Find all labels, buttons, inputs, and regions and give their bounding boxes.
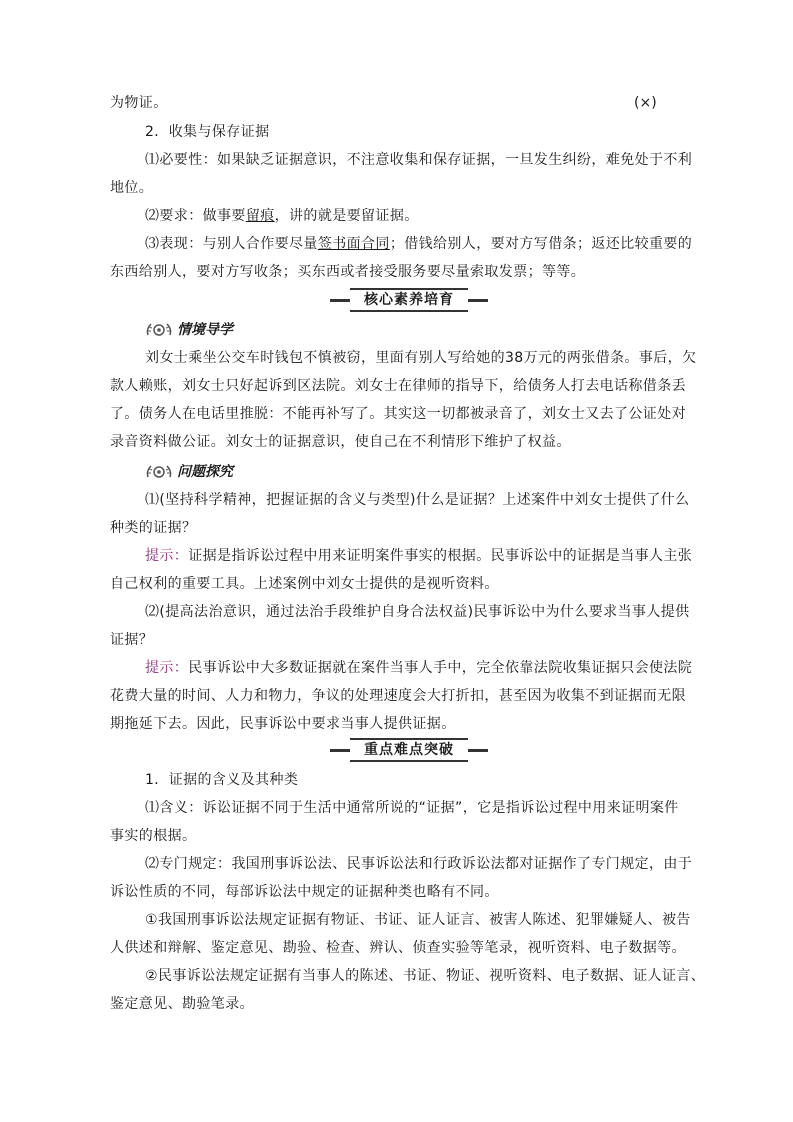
section-heading: 1．证据的含义及其种类 <box>145 772 299 788</box>
text-line: ⑴含义：诉讼证据不同于生活中通常所说的“证据”，它是指诉讼过程中用来证明案件 <box>145 800 679 816</box>
question-line: 证据？ <box>110 632 154 648</box>
subhead-label: 问题探究 <box>177 464 233 480</box>
laurel-wheel-icon <box>145 463 173 481</box>
banner-rule <box>330 299 350 302</box>
answer-line <box>145 546 692 566</box>
answer-line <box>145 658 692 678</box>
hint-label: 提示： <box>145 660 189 676</box>
text-fragment: ；借钱给别人，要对方写借条；返还比较重要的 <box>389 236 693 252</box>
text-line: 刘女士乘坐公交车时钱包不慎被窃，里面有别人写给她的38万元的两张借条。事后，欠 <box>145 350 697 366</box>
answer-line: 花费大量的时间、人力和物力，争议的处理速度会大打折扣，甚至因为收集不到证据而无限 <box>110 688 686 704</box>
text-line: ①我国刑事诉讼法规定证据有物证、书证、证人证言、被害人陈述、犯罪嫌疑人、被告 <box>145 912 691 928</box>
subhead-label: 情境导学 <box>177 322 233 338</box>
underlined-term: 留痕 <box>245 208 275 224</box>
banner-rule <box>468 749 488 752</box>
subhead-situation <box>145 320 233 340</box>
answer-line: 自己权利的重要工具。上述案例中刘女士提供的是视听资料。 <box>110 576 499 592</box>
banner-rule <box>330 749 350 752</box>
banner-title: 重点难点突破 <box>350 738 468 762</box>
text-line: 鉴定意见、勘验笔录。 <box>110 996 254 1012</box>
question-line: ⑴(坚持科学精神，把握证据的含义与类型)什么是证据？上述案件中刘女士提供了什么 <box>145 492 690 508</box>
question-line: 种类的证据？ <box>110 520 197 536</box>
section-banner-core <box>330 287 488 313</box>
text-line: 了。债务人在电话里推脱：不能再补写了。其实这一切都被录音了，刘女士又去了公证处对 <box>110 406 686 422</box>
text-fragment: 证据是指诉讼过程中用来证明案件事实的根据。民事诉讼中的证据是当事人主张 <box>188 548 693 564</box>
text-line: 人供述和辩解、鉴定意见、勘验、检查、辨认、侦查实验等笔录，视听资料、电子数据等。 <box>110 940 686 956</box>
text-fragment: ⑵要求：做事要 <box>145 208 246 224</box>
text-fragment: ⑶表现：与别人合作要尽量 <box>145 236 318 252</box>
text-line <box>145 234 692 254</box>
laurel-wheel-icon <box>145 321 173 339</box>
subhead-inquiry <box>145 462 233 482</box>
banner-rule <box>468 299 488 302</box>
text-line: ⑴必要性：如果缺乏证据意识，不注意收集和保存证据，一旦发生纠纷，难免处于不利 <box>145 152 693 168</box>
banner-title: 核心素养培育 <box>350 288 468 312</box>
text-line: 东西给别人，要对方写收条；买东西或者接受服务要尽量索取发票；等等。 <box>110 264 586 280</box>
text-line: 诉讼性质的不同，每部诉讼法中规定的证据种类也略有不同。 <box>110 884 499 900</box>
text-line: ⑵专门规定：我国刑事诉讼法、民事诉讼法和行政诉讼法都对证据作了专门规定，由于 <box>145 856 693 872</box>
question-line: ⑵(提高法治意识，通过法治手段维护自身合法权益)民事诉讼中为什么要求当事人提供 <box>145 604 690 620</box>
section-banner-key <box>330 737 488 763</box>
text-line: ②民事诉讼法规定证据有当事人的陈述、书证、物证、视听资料、电子数据、证人证言、 <box>145 968 706 984</box>
answer-line: 期拖延下去。因此，民事诉讼中要求当事人提供证据。 <box>110 716 456 732</box>
text-fragment: 民事诉讼中大多数证据就在案件当事人手中，完全依靠法院收集证据只会使法院 <box>188 660 693 676</box>
text-line <box>145 206 419 226</box>
text-line: 录音资料做公证。刘女士的证据意识，使自己在不利情形下维护了权益。 <box>110 434 571 450</box>
text-line: 为物证。 <box>110 95 168 111</box>
hint-label: 提示： <box>145 548 189 564</box>
text-fragment: ，讲的就是要留证据。 <box>274 208 419 224</box>
text-line: 事实的根据。 <box>110 828 197 844</box>
text-line: 地位。 <box>110 180 154 196</box>
section-heading: 2．收集与保存证据 <box>145 124 270 140</box>
answer-mark: (×) <box>634 95 657 111</box>
underlined-term: 签书面合同 <box>317 236 390 252</box>
text-line: 款人赖账，刘女士只好起诉到区法院。刘女士在律师的指导下，给债务人打去电话称借条丢 <box>110 378 686 394</box>
